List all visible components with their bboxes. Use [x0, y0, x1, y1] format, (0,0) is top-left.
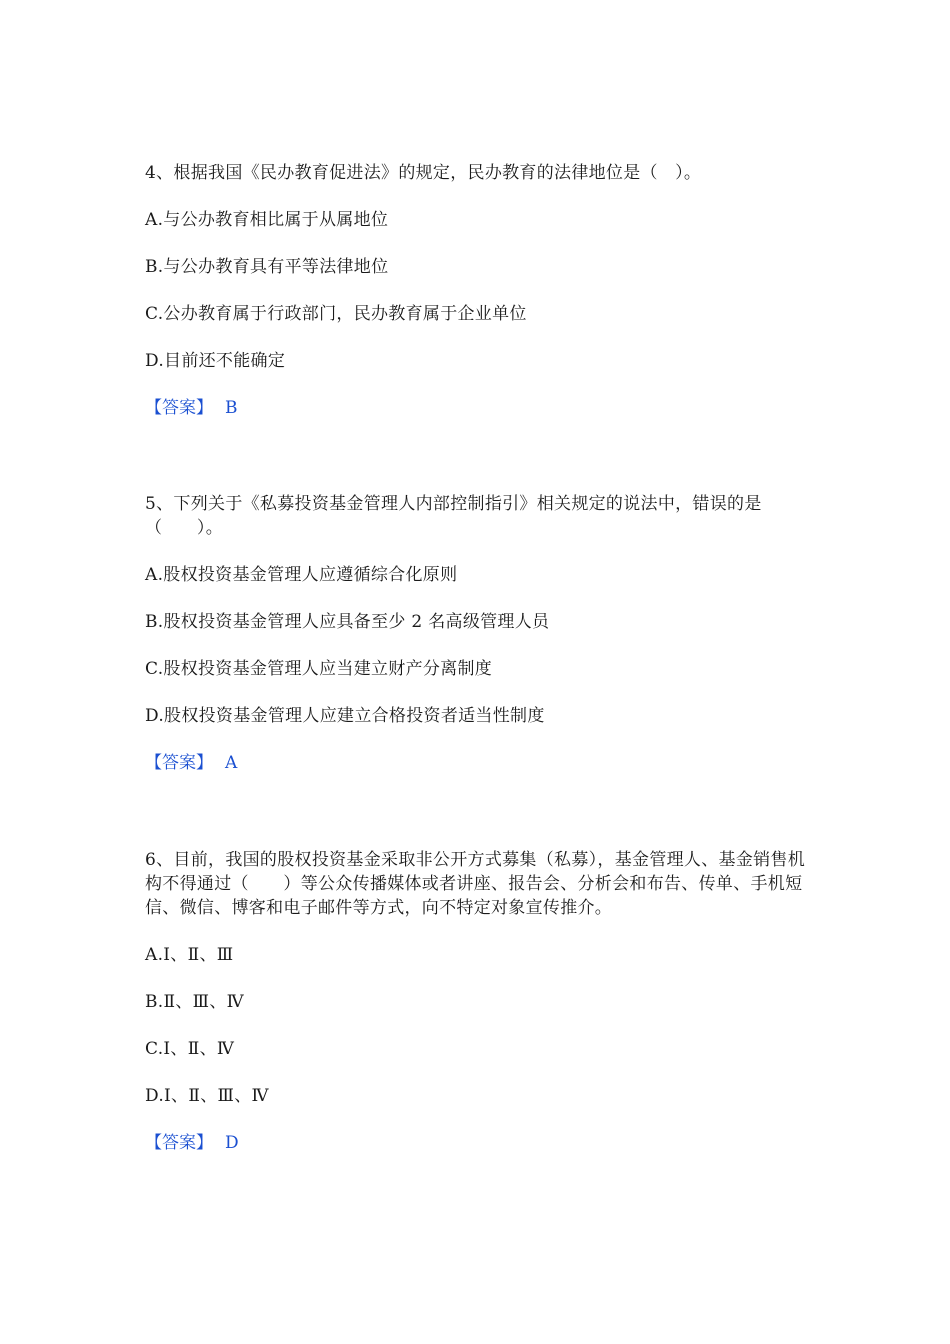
option-c: C.公办教育属于行政部门，民办教育属于企业单位	[145, 304, 527, 324]
question-stem: 4、根据我国《民办教育促进法》的规定，民办教育的法律地位是（ ）。	[145, 163, 702, 183]
option-d: D.Ⅰ、Ⅱ、Ⅲ、Ⅳ	[145, 1086, 269, 1106]
option-a: A.Ⅰ、Ⅱ、Ⅲ	[145, 945, 234, 965]
option-b: B.Ⅱ、Ⅲ、Ⅳ	[145, 992, 244, 1012]
answer-value: A	[225, 753, 238, 773]
answer-line	[145, 751, 815, 775]
option-c: C.股权投资基金管理人应当建立财产分离制度	[145, 659, 493, 679]
option-a: A.股权投资基金管理人应遵循综合化原则	[145, 565, 458, 585]
option-b: B.与公办教育具有平等法律地位	[145, 257, 389, 277]
option-a: A.与公办教育相比属于从属地位	[145, 210, 389, 230]
answer-label: 【答案】	[145, 1133, 213, 1153]
question-4	[145, 161, 815, 420]
question-stem: 6、目前，我国的股权投资基金采取非公开方式募集（私募），基金管理人、基金销售机构不得通过（ ）等公众传播媒体或者讲座、报告会、分析会和布告、传单、手机短信、微信、博客和电子邮件等方式，向不特定对象宣传推介。	[145, 850, 806, 918]
answer-line	[145, 1131, 815, 1155]
option-d: D.股权投资基金管理人应建立合格投资者适当性制度	[145, 706, 545, 726]
answer-value: B	[225, 398, 238, 418]
answer-label: 【答案】	[145, 753, 213, 773]
question-5	[145, 492, 815, 775]
question-stem: 5、下列关于《私募投资基金管理人内部控制指引》相关规定的说法中，错误的是（ ）。	[145, 494, 762, 538]
answer-line	[145, 396, 815, 420]
question-6	[145, 848, 815, 1155]
answer-label: 【答案】	[145, 398, 213, 418]
option-c: C.Ⅰ、Ⅱ、Ⅳ	[145, 1039, 235, 1059]
answer-value: D	[225, 1133, 239, 1153]
option-d: D.目前还不能确定	[145, 351, 286, 371]
option-b: B.股权投资基金管理人应具备至少 2 名高级管理人员	[145, 612, 550, 632]
